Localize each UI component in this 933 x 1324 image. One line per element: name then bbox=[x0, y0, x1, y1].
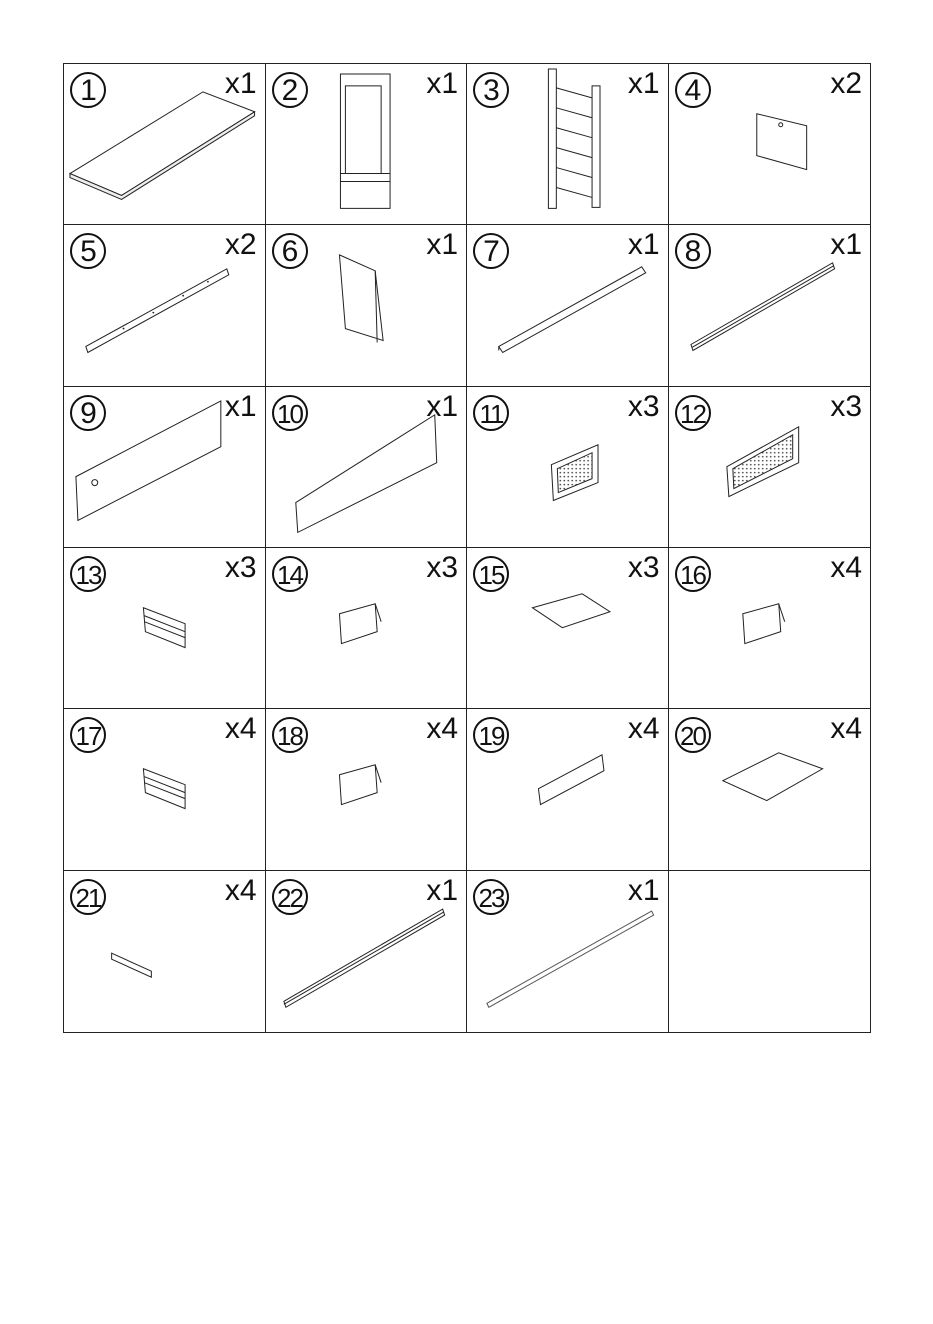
part-number: 22 bbox=[272, 879, 308, 915]
part-quantity: x4 bbox=[224, 873, 257, 907]
parts-grid bbox=[63, 63, 871, 1033]
part-quantity: x4 bbox=[426, 712, 458, 746]
part-cell bbox=[669, 548, 871, 709]
part-number: 1 bbox=[70, 72, 106, 108]
part-cell bbox=[64, 64, 266, 225]
part-cell bbox=[669, 387, 871, 548]
part-quantity: x4 bbox=[830, 712, 862, 746]
part-cell bbox=[467, 387, 669, 548]
part-quantity: x1 bbox=[224, 389, 257, 423]
part-quantity: x1 bbox=[627, 67, 660, 100]
part-number: 19 bbox=[473, 717, 509, 753]
part-number: 10 bbox=[272, 395, 308, 431]
part-number: 6 bbox=[272, 233, 308, 269]
part-number: 7 bbox=[473, 233, 509, 269]
part-cell bbox=[669, 709, 871, 870]
part-quantity: x3 bbox=[224, 550, 257, 584]
part-number: 4 bbox=[675, 72, 711, 108]
part-number: 15 bbox=[473, 556, 509, 592]
part-cell bbox=[266, 225, 468, 386]
part-number: 9 bbox=[70, 395, 106, 431]
part-number: 13 bbox=[70, 556, 106, 592]
part-number: 20 bbox=[675, 717, 711, 753]
part-cell bbox=[64, 225, 266, 386]
part-cell bbox=[266, 548, 468, 709]
part-cell bbox=[266, 387, 468, 548]
part-quantity: x2 bbox=[224, 228, 257, 262]
empty-cell bbox=[669, 871, 871, 1032]
part-cell bbox=[467, 225, 669, 386]
part-quantity: x4 bbox=[830, 550, 862, 584]
part-number: 21 bbox=[70, 879, 106, 915]
part-cell bbox=[467, 548, 669, 709]
part-cell bbox=[266, 709, 468, 870]
part-cell bbox=[467, 709, 669, 870]
part-cell bbox=[64, 387, 266, 548]
part-number: 23 bbox=[473, 879, 509, 915]
part-quantity: x4 bbox=[627, 712, 660, 746]
part-cell bbox=[467, 64, 669, 225]
part-number: 3 bbox=[473, 72, 509, 108]
part-cell bbox=[64, 709, 266, 870]
part-number: 5 bbox=[70, 233, 106, 269]
part-number: 8 bbox=[675, 233, 711, 269]
part-cell bbox=[467, 871, 669, 1032]
part-quantity: x1 bbox=[224, 67, 257, 100]
part-number: 12 bbox=[675, 395, 711, 431]
part-cell bbox=[64, 548, 266, 709]
part-cell bbox=[669, 64, 871, 225]
part-number: 18 bbox=[272, 717, 308, 753]
part-number: 14 bbox=[272, 556, 308, 592]
part-quantity: x1 bbox=[627, 228, 660, 262]
part-quantity: x2 bbox=[830, 67, 862, 100]
part-quantity: x4 bbox=[224, 712, 257, 746]
part-number: 2 bbox=[272, 72, 308, 108]
part-cell bbox=[266, 871, 468, 1032]
part-quantity: x3 bbox=[830, 389, 862, 423]
part-cell bbox=[64, 871, 266, 1032]
part-quantity: x3 bbox=[426, 550, 458, 584]
part-number: 11 bbox=[473, 395, 509, 431]
part-number: 17 bbox=[70, 717, 106, 753]
part-quantity: x1 bbox=[830, 228, 862, 262]
part-cell bbox=[266, 64, 468, 225]
part-quantity: x1 bbox=[426, 873, 458, 907]
part-cell bbox=[669, 225, 871, 386]
part-quantity: x3 bbox=[627, 550, 660, 584]
part-quantity: x1 bbox=[627, 873, 660, 907]
part-quantity: x3 bbox=[627, 389, 660, 423]
part-quantity: x1 bbox=[426, 389, 458, 423]
part-quantity: x1 bbox=[426, 67, 458, 100]
part-number: 16 bbox=[675, 556, 711, 592]
part-quantity: x1 bbox=[426, 228, 458, 262]
